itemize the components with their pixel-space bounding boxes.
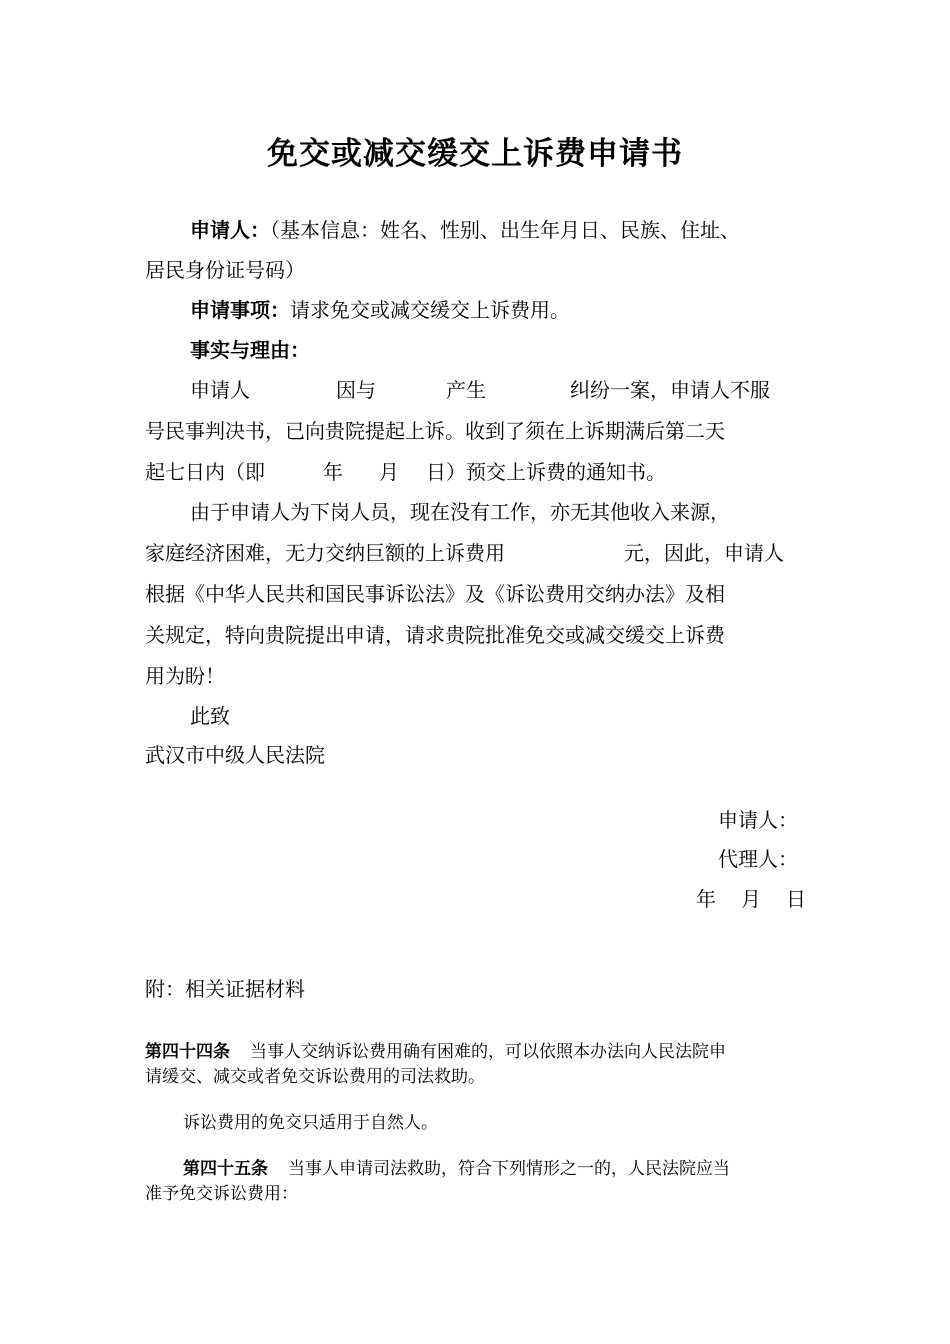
applicant-continuation: 居民身份证号码） bbox=[145, 258, 305, 282]
article-44-label: 第四十四条 bbox=[145, 1042, 230, 1062]
article-44-line-1 bbox=[145, 1041, 726, 1063]
facts-l2: 号民事判决书，已向贵院提起上诉。收到了须在上诉期满后第二天 bbox=[145, 419, 725, 443]
facts-l3-d: 日）预交上诉费的通知书。 bbox=[426, 460, 666, 484]
signature-applicant: 申请人： bbox=[718, 808, 798, 832]
article-45-label: 第四十五条 bbox=[183, 1159, 268, 1179]
applicant-label: 申请人： bbox=[190, 218, 270, 242]
exemption-note: 诉讼费用的免交只适用于自然人。 bbox=[183, 1113, 438, 1133]
article-44-line-2: 请缓交、减交或者免交诉讼费用的司法救助。 bbox=[145, 1067, 485, 1087]
reason-l2-a: 家庭经济困难，无力交纳巨额的上诉费用 bbox=[145, 541, 505, 565]
document-title: 免交或减交缓交上诉费申请书 bbox=[267, 136, 683, 172]
applicant-line bbox=[190, 218, 740, 242]
attachment-note: 附：相关证据材料 bbox=[145, 977, 305, 1001]
article-45-line-1 bbox=[183, 1158, 730, 1180]
facts-l1-a: 申请人 bbox=[190, 378, 250, 402]
facts-l3-b: 年 bbox=[323, 460, 343, 484]
facts-l1-d: 纠纷一案，申请人不服 bbox=[570, 378, 770, 402]
matter-text: 请求免交或减交缓交上诉费用。 bbox=[290, 298, 570, 322]
article-44-text-1: 当事人交纳诉讼费用确有困难的，可以依照本办法向人民法院申 bbox=[250, 1042, 726, 1062]
facts-l3-a: 起七日内（即 bbox=[145, 460, 265, 484]
court-name: 武汉市中级人民法院 bbox=[145, 743, 325, 767]
reason-l4: 关规定，特向贵院提出申请，请求贵院批准免交或减交缓交上诉费 bbox=[145, 623, 725, 647]
matter-line bbox=[190, 298, 570, 322]
reason-l5: 用为盼！ bbox=[145, 664, 225, 688]
reason-l1: 由于申请人为下岗人员，现在没有工作，亦无其他收入来源， bbox=[190, 500, 730, 524]
facts-l3-c: 月 bbox=[379, 460, 399, 484]
signature-year: 年 bbox=[696, 887, 716, 911]
article-45-text-1: 当事人申请司法救助，符合下列情形之一的，人民法院应当 bbox=[288, 1159, 730, 1179]
facts-label: 事实与理由： bbox=[190, 338, 310, 362]
matter-label: 申请事项： bbox=[190, 298, 290, 322]
closing-zhizhi: 此致 bbox=[190, 704, 230, 728]
applicant-text: （基本信息：姓名、性别、出生年月日、民族、住址、 bbox=[270, 218, 740, 242]
signature-month: 月 bbox=[741, 887, 761, 911]
facts-l1-b: 因与 bbox=[336, 378, 376, 402]
reason-l3: 根据《中华人民共和国民事诉讼法》及《诉讼费用交纳办法》及相 bbox=[145, 582, 725, 606]
reason-l2-b: 元，因此，申请人 bbox=[624, 541, 784, 565]
article-45-line-2: 准予免交诉讼费用： bbox=[145, 1184, 298, 1204]
signature-day: 日 bbox=[786, 887, 806, 911]
facts-l1-c: 产生 bbox=[446, 378, 486, 402]
signature-agent: 代理人： bbox=[718, 847, 798, 871]
